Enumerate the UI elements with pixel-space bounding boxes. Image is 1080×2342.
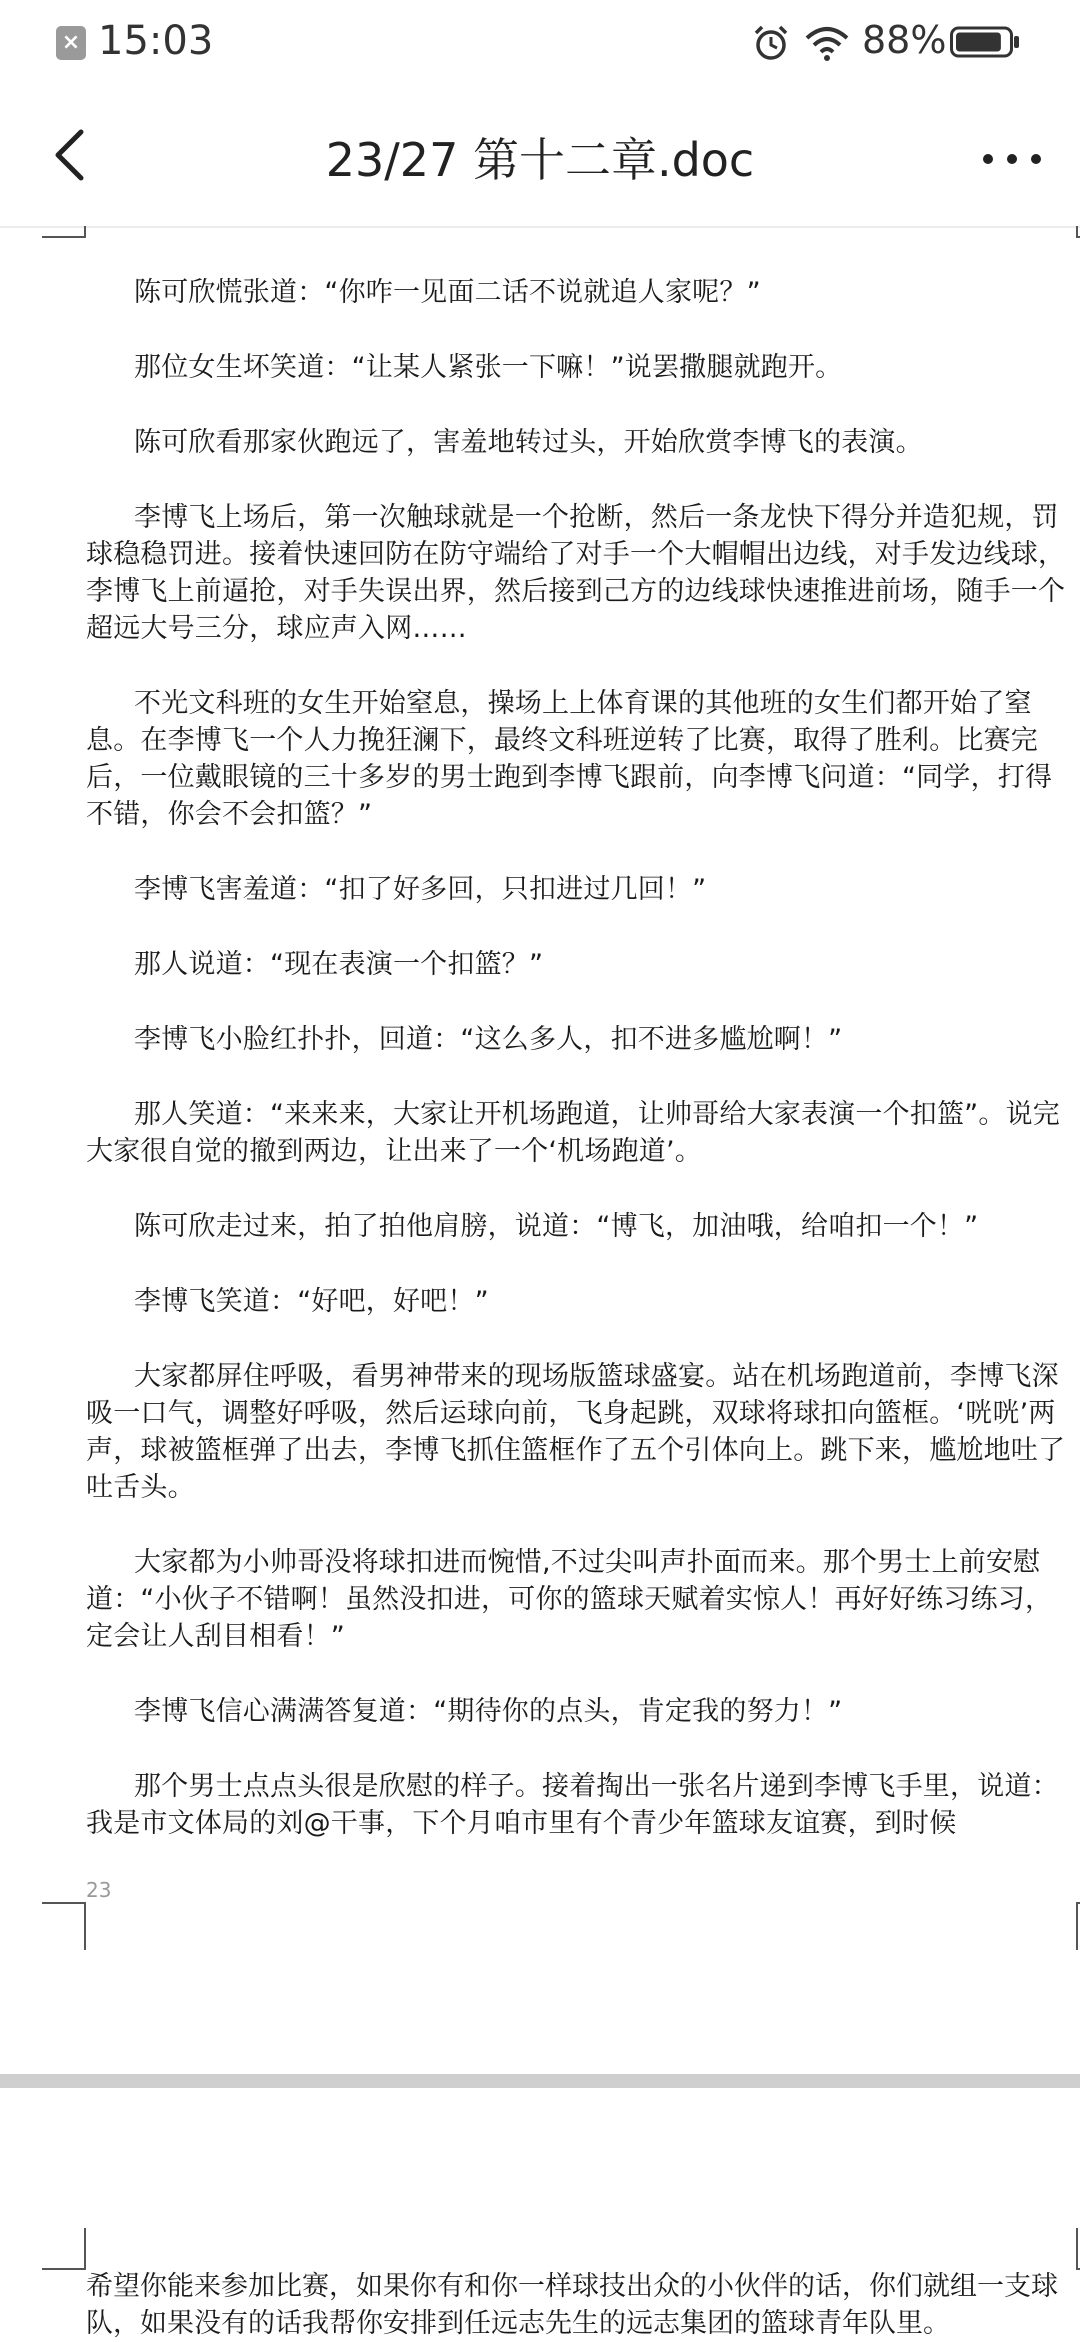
back-chevron-icon[interactable]: [36, 120, 106, 190]
next-document-page[interactable]: [0, 2088, 1080, 2340]
notification-icon: ×: [56, 26, 86, 60]
app-header: [0, 84, 1080, 228]
page-divider: [0, 2074, 1080, 2088]
paragraph: 那人笑道：“来来来，大家让开机场跑道，让帅哥给大家表演一个扣篮”。说完大家很自觉的撤到两边，让出来了一个‘机场跑道’。: [86, 1099, 1060, 1167]
paragraph: 李博飞小脸红扑扑，回道：“这么多人，扣不进多尴尬啊！”: [134, 1024, 843, 1055]
crop-mark: [1076, 226, 1080, 238]
paragraph: 那个男士点点头很是欣慰的样子。接着掏出一张名片递到李博飞手里，说道：我是市文体局的刘@干事，下个月咱市里有个青少年篮球友谊赛，到时候: [86, 1771, 1059, 1839]
paragraph: 陈可欣走过来，拍了拍他肩膀，说道：“博飞，加油哦，给咱扣一个！”: [134, 1211, 979, 1242]
paragraph: 李博飞笑道：“好吧，好吧！”: [134, 1286, 489, 1317]
more-dots-icon[interactable]: [972, 124, 1052, 194]
status-time: 15:03: [98, 18, 214, 64]
wifi-icon: [804, 24, 850, 62]
paragraph: 陈可欣看那家伙跑远了，害羞地转过头，开始欣赏李博飞的表演。: [134, 427, 923, 458]
paragraph: 李博飞害羞道：“扣了好多回，只扣进过几回！”: [134, 874, 707, 905]
paragraph: 那人说道：“现在表演一个扣篮？”: [134, 949, 544, 980]
paragraph: 李博飞上场后，第一次触球就是一个抢断，然后一条龙快下得分并造犯规，罚球稳稳罚进。接着快速回防在防守端给了对手一个大帽帽出边线，对手发边线球，李博飞上前逼抢，对手失误出界，然后接到己方的边线球快速推进前场，随手一个超远大号三分，球应声入网……: [86, 502, 1066, 644]
paragraph: 大家都为小帅哥没将球扣进而惋惜,不过尖叫声扑面而来。那个男士上前安慰道：“小伙子不错啊！虽然没扣进，可你的篮球天赋着实惊人！再好好练习练习，定会让人刮目相看！”: [86, 1547, 1053, 1652]
crop-mark: [42, 1902, 86, 1950]
crop-mark: [1076, 1902, 1080, 1950]
page-number: 23: [86, 1878, 112, 1902]
paragraph: 不光文科班的女生开始窒息，操场上上体育课的其他班的女生们都开始了窒息。在李博飞一个人力挽狂澜下，最终文科班逆转了比赛，取得了胜利。比赛完后，一位戴眼镜的三十多岁的男士跑到李博飞跟前，向李博飞问道：“同学，打得不错，你会不会扣篮？”: [86, 688, 1053, 830]
crop-mark: [1076, 2228, 1080, 2270]
battery-icon: [950, 26, 1020, 58]
crop-mark: [42, 226, 86, 238]
paragraph: 陈可欣慌张道：“你咋一见面二话不说就追人家呢？”: [134, 277, 761, 308]
paragraph: 李博飞信心满满答复道：“期待你的点头，肯定我的努力！”: [134, 1696, 843, 1727]
document-body: [86, 274, 1066, 1880]
crop-mark: [42, 2228, 86, 2270]
paragraph: 那位女生坏笑道：“让某人紧张一下嘛！”说罢撒腿就跑开。: [134, 352, 843, 383]
paragraph: 大家都屏住呼吸，看男神带来的现场版篮球盛宴。站在机场跑道前，李博飞深吸一口气，调整好呼吸，然后运球向前，飞身起跳，双球将球扣向篮框。‘咣咣’两声，球被篮框弹了出去，李博飞抓住篮框作了五个引体向上。跳下来，尴尬地吐了吐舌头。: [86, 1361, 1066, 1503]
status-bar: [0, 0, 1080, 84]
document-page[interactable]: [0, 226, 1080, 2074]
paragraph-continued: 希望你能来参加比赛，如果你有和你一样球技出众的小伙伴的话，你们就组一支球队，如果没有的话我帮你安排到任远志先生的远志集团的篮球青年队里。: [86, 2271, 1058, 2339]
battery-percent: 88%: [862, 18, 947, 62]
alarm-icon: [752, 24, 790, 62]
document-title: 23/27 第十二章.doc: [325, 133, 755, 187]
